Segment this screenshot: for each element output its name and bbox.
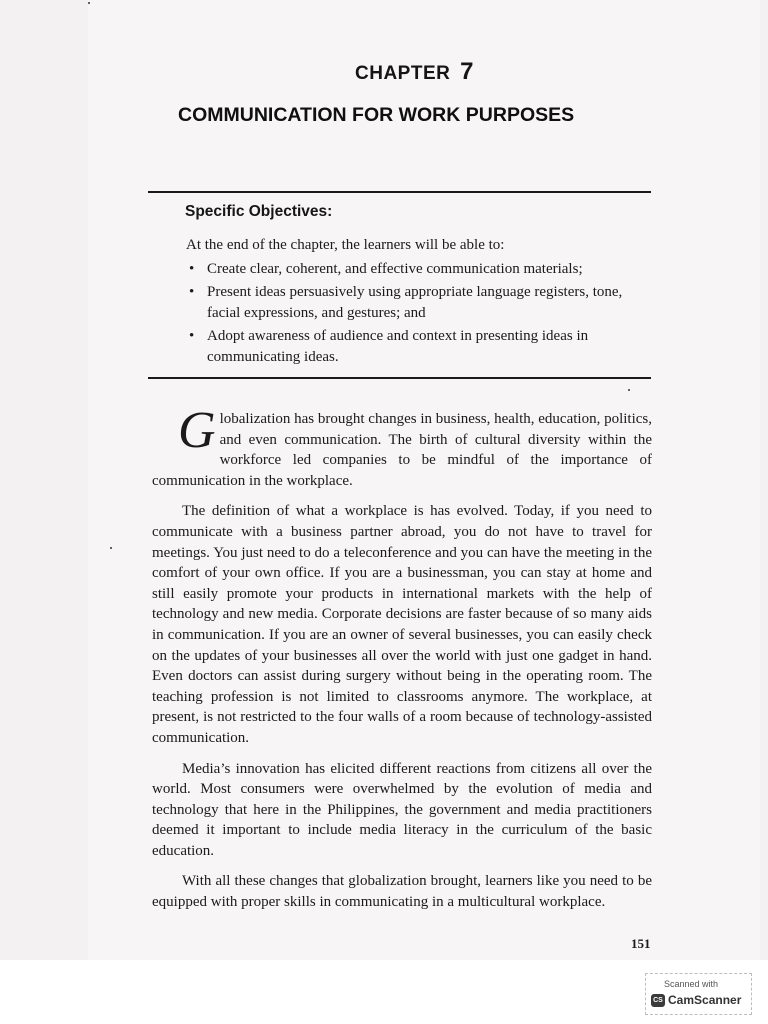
drop-cap: G <box>178 402 216 459</box>
objective-item <box>189 259 649 280</box>
chapter-title: COMMUNICATION FOR WORK PURPOSES <box>178 104 575 126</box>
page-number: 151 <box>631 936 651 951</box>
top-divider <box>148 191 651 193</box>
bullet-icon: • <box>189 284 195 300</box>
bullet-icon: • <box>189 328 195 344</box>
watermark-caption: Scanned with <box>664 979 719 989</box>
paragraph-3: Media’s innovation has elicited different reactions from citizens all over the world. Most consumers were overwhelmed by the evolution of media and technology that here in the Philippines, the government and media practitioners deemed it important to include media literacy in the curriculum of the basic education. <box>152 760 652 859</box>
scan-speck <box>628 389 630 391</box>
body-text <box>152 402 652 923</box>
objectives-list <box>189 259 649 370</box>
objectives-intro: At the end of the chapter, the learners will be able to: <box>186 237 505 253</box>
chapter-label <box>355 58 474 86</box>
bullet-icon: • <box>189 261 195 277</box>
objective-text: Present ideas persuasively using appropriate language registers, tone, facial expressions, and gestures; and <box>207 284 623 321</box>
scan-speck <box>88 2 90 4</box>
objective-text: Adopt awareness of audience and context in presenting ideas in communicating ideas. <box>207 328 589 365</box>
objective-text: Create clear, coherent, and effective communication materials; <box>207 261 583 277</box>
bottom-divider <box>148 377 651 379</box>
objective-item <box>189 282 649 324</box>
paragraph-1-text: lobalization has brought changes in business, health, education, politics, and even communication. The birth of cultural diversity within the workforce led companies to be mindful of the importance of communication in the workplace. <box>152 411 652 489</box>
scan-speck <box>110 547 112 549</box>
camscanner-logo-icon: CS <box>651 994 665 1007</box>
paragraph-1 <box>152 402 652 491</box>
objectives-heading: Specific Objectives: <box>185 203 333 220</box>
paragraph-2: The definition of what a workplace is has evolved. Today, if you need to communicate with a business partner abroad, you do not have to travel for meetings. You just need to do a teleconference and you can have the meeting in the comfort of your own office. If you are a businessman, you can stay at home and still easily promote your products in international markets with the help of technology and new media. Corporate decisions are faster because of so many aids in communication. If you are an owner of several businesses, you can easily check on the updates of your businesses all over the world with just one gadget in hand. Even doctors can assist during surgery without being in the operating room. The teaching profession is not limited to classrooms anymore. The workplace, at present, is not restricted to the four walls of a room because of technology-assisted communication. <box>152 503 652 746</box>
camscanner-watermark <box>645 973 752 1015</box>
chapter-number: 7 <box>460 58 474 85</box>
objective-item <box>189 326 649 368</box>
watermark-brand: CamScanner <box>668 993 742 1007</box>
paragraph-4: With all these changes that globalization brought, learners like you need to be equipped with proper skills in communicating in a multicultural workplace. <box>152 873 652 911</box>
chapter-word: CHAPTER <box>355 63 451 84</box>
